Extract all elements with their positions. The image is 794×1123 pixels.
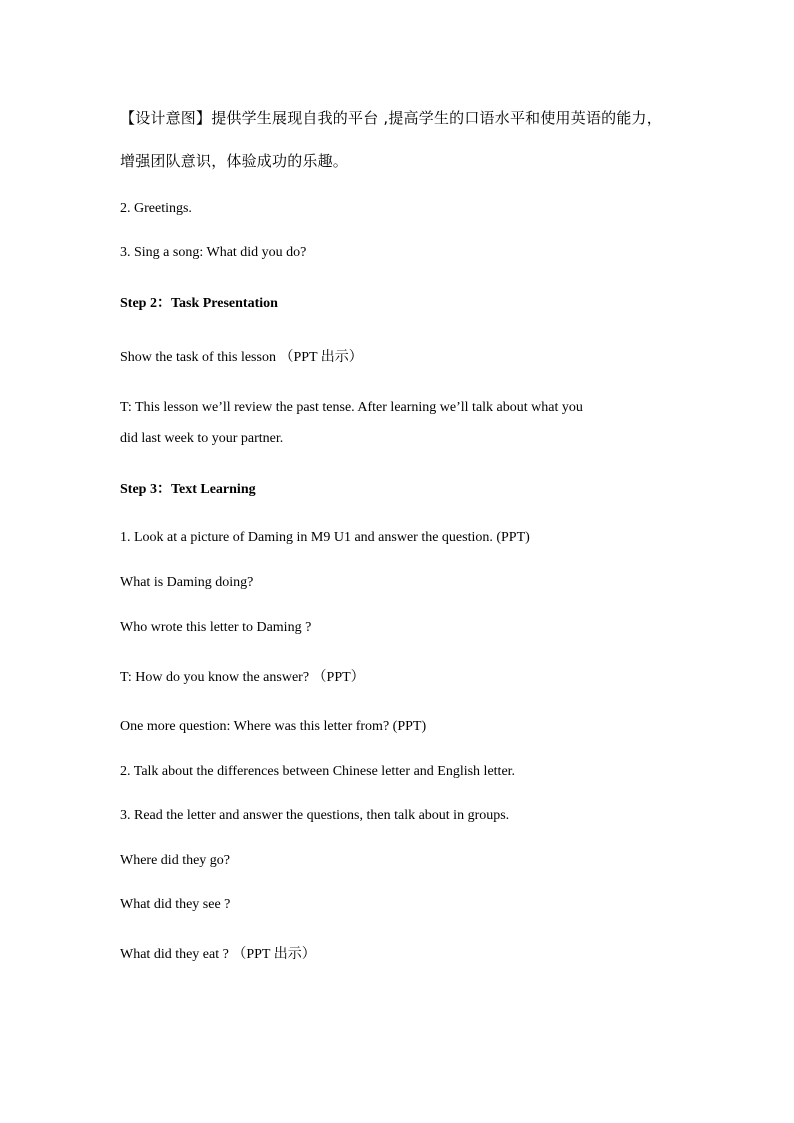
item-talk-differences: 2. Talk about the differences between Chinese letter and English letter. — [120, 764, 516, 779]
step-3-heading: Step 3：Text Learning — [120, 482, 256, 497]
question-what-eat: What did they eat ? （PPT 出示） — [120, 947, 316, 962]
question-who-wrote: Who wrote this letter to Daming ? — [120, 620, 312, 635]
teacher-line-2: did last week to your partner. — [120, 431, 284, 446]
question-where-go: Where did they go? — [120, 853, 231, 868]
teacher-line-1: T: This lesson we’ll review the past tense. After learning we’ll talk about what you — [120, 400, 583, 415]
design-intent-line-2: 增强团队意识，体验成功的乐趣。 — [120, 152, 349, 170]
item-read-letter: 3. Read the letter and answer the questions, then talk about in groups. — [120, 808, 510, 823]
design-intent-line-1: 【设计意图】提供学生展现自我的平台 ,提高学生的口语水平和使用英语的能力， — [120, 109, 662, 127]
item-sing-song: 3. Sing a song: What did you do? — [120, 245, 307, 260]
question-letter-from: One more question: Where was this letter from? (PPT) — [120, 719, 427, 734]
item-greetings: 2. Greetings. — [120, 201, 192, 216]
question-daming-doing: What is Daming doing? — [120, 575, 254, 590]
item-look-picture: 1. Look at a picture of Daming in M9 U1 and answer the question. (PPT) — [120, 530, 530, 545]
teacher-how-know: T: How do you know the answer? （PPT） — [120, 670, 365, 685]
show-task-line: Show the task of this lesson （PPT 出示） — [120, 350, 363, 365]
question-what-see: What did they see ? — [120, 897, 231, 912]
step-2-heading: Step 2：Task Presentation — [120, 296, 278, 311]
